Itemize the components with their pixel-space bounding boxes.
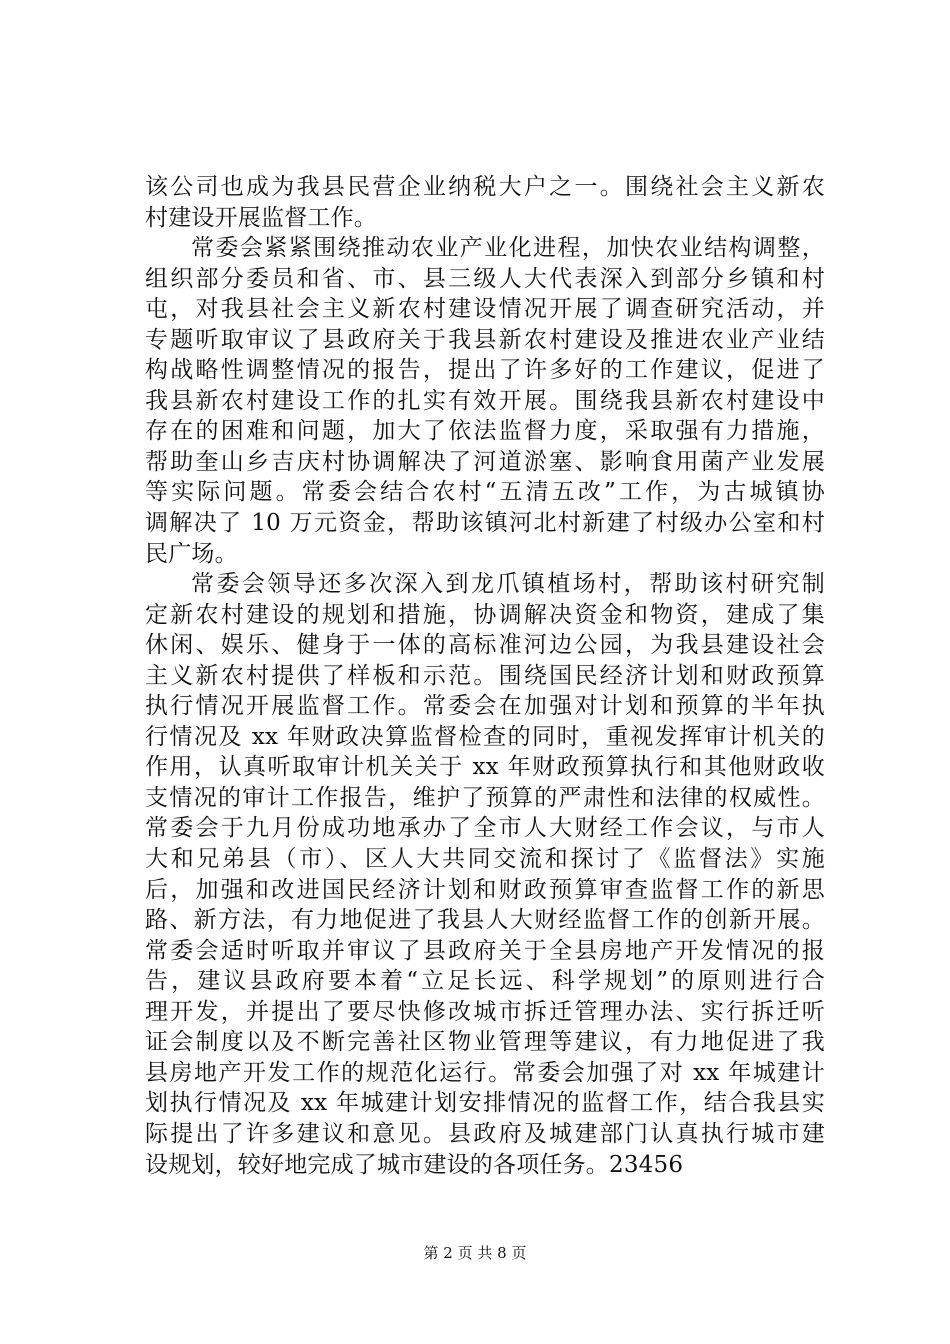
text-line: 等实际问题。常委会结合农村“五清五改”工作，为古城镇协 (145, 479, 825, 506)
text-line: 支情况的审计工作报告，维护了预算的严肃性和法律的权威性。 (145, 784, 825, 811)
text-line: 常委会紧紧围绕推动农业产业化进程，加快农业结构调整， (191, 235, 825, 262)
text-line: 调解决了 10 万元资金，帮助该镇河北村新建了村级办公室和村 (145, 510, 825, 537)
text-line: 常委会领导还多次深入到龙爪镇植场村，帮助该村研究制 (191, 571, 825, 598)
text-line: 村建设开展监督工作。 (145, 204, 377, 231)
text-line: 主义新农村提供了样板和示范。围绕国民经济计划和财政预算 (145, 662, 825, 689)
text-line: 民广场。 (145, 540, 238, 567)
text-line: 休闲、娱乐、健身于一体的高标准河边公园，为我县建设社会 (145, 632, 825, 659)
text-line: 帮助奎山乡吉庆村协调解决了河道淤塞、影响食用菌产业发展 (145, 448, 825, 475)
text-line: 我县新农村建设工作的扎实有效开展。围绕我县新农村建设中 (145, 387, 825, 414)
text-line: 行情况及 xx 年财政决算监督检查的同时，重视发挥审计机关的 (145, 723, 825, 750)
text-line: 定新农村建设的规划和措施，协调解决资金和物资，建成了集 (145, 601, 825, 628)
text-line: 屯，对我县社会主义新农村建设情况开展了调查研究活动，并 (145, 296, 825, 323)
text-line: 际提出了许多建议和意见。县政府及城建部门认真执行城市建 (145, 1120, 825, 1147)
body-text (145, 172, 825, 1180)
text-line: 该公司也成为我县民营企业纳税大户之一。围绕社会主义新农 (145, 174, 825, 200)
text-line: 常委会于九月份成功地承办了全市人大财经工作会议，与市人 (145, 815, 825, 842)
text-line: 作用，认真听取审计机关关于 xx 年财政预算执行和其他财政收 (145, 754, 825, 781)
text-line: 后，加强和改进国民经济计划和财政预算审查监督工作的新思 (145, 876, 825, 903)
text-line: 证会制度以及不断完善社区物业管理等建议，有力地促进了我 (145, 1029, 825, 1056)
text-line: 组织部分委员和省、市、县三级人大代表深入到部分乡镇和村 (145, 265, 825, 292)
text-line: 大和兄弟县（市）、区人大共同交流和探讨了《监督法》实施 (145, 846, 825, 873)
text-line: 路、新方法，有力地促进了我县人大财经监督工作的创新开展。 (145, 907, 825, 934)
text-line: 存在的困难和问题，加大了依法监督力度，采取强有力措施， (145, 418, 825, 445)
page-number-footer: 第 2 页 共 8 页 (423, 1244, 527, 1262)
text-line: 设规划，较好地完成了城市建设的各项任务。23456 (145, 1151, 684, 1178)
text-line: 专题听取审议了县政府关于我县新农村建设及推进农业产业结 (145, 326, 825, 353)
text-line: 划执行情况及 xx 年城建计划安排情况的监督工作，结合我县实 (145, 1090, 825, 1117)
text-line: 常委会适时听取并审议了县政府关于全县房地产开发情况的报 (145, 937, 825, 964)
text-line: 理开发，并提出了要尽快修改城市拆迁管理办法、实行拆迁听 (145, 998, 825, 1025)
text-line: 执行情况开展监督工作。常委会在加强对计划和预算的半年执 (145, 693, 825, 720)
text-line: 构战略性调整情况的报告，提出了许多好的工作建议，促进了 (145, 357, 825, 384)
text-line: 县房地产开发工作的规范化运行。常委会加强了对 xx 年城建计 (145, 1059, 825, 1086)
text-line: 告，建议县政府要本着“立足长远、科学规划”的原则进行合 (145, 968, 825, 995)
